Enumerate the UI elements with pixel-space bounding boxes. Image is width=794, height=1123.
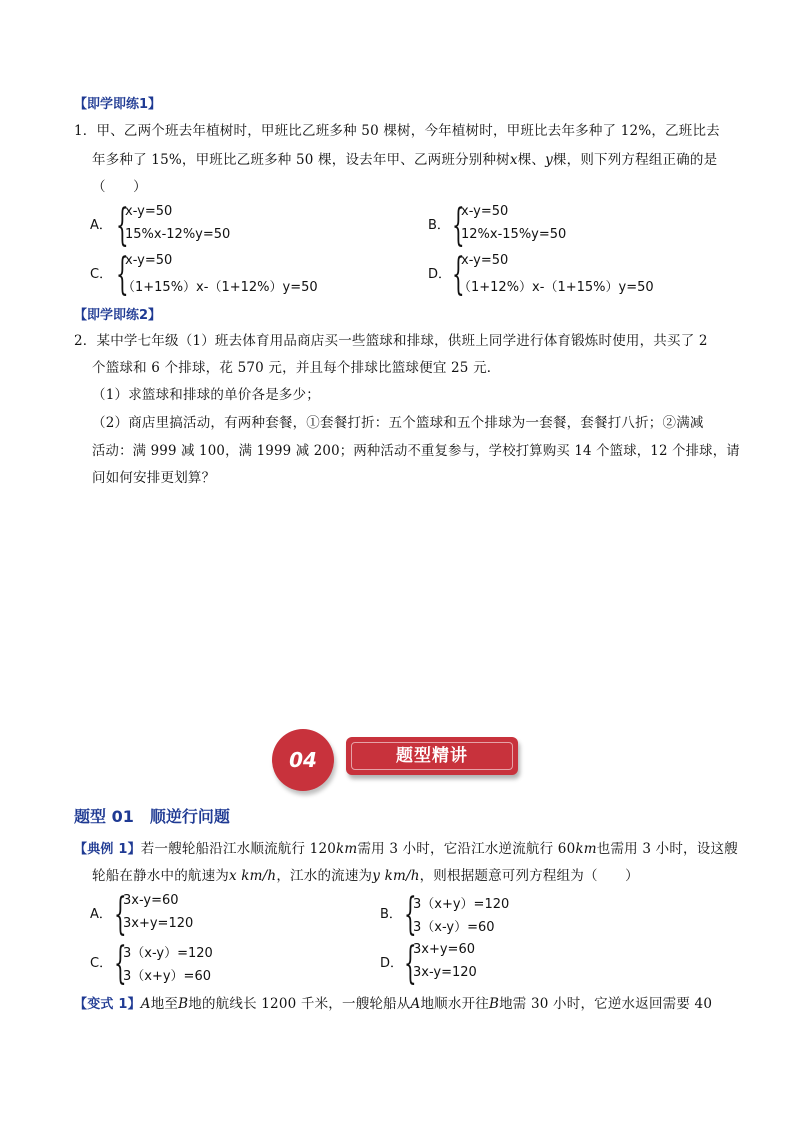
question-2-sub-2-line-1: （2）商店里搞活动，有两种套餐，①套餐打折：五个篮球和五个排球为一套餐，套餐打八折；②满减 bbox=[92, 415, 704, 431]
question-1-line-1 bbox=[74, 121, 720, 141]
question-2-line-1: 2．某中学七年级（1）班去体育用品商店买一些篮球和排球，供班上同学进行体育锻炼时使用，共买了 2 bbox=[74, 333, 708, 349]
brace-icon: { bbox=[404, 889, 417, 940]
banner-number: 04 bbox=[289, 748, 317, 772]
brace-icon: { bbox=[116, 249, 129, 300]
example-1-tag: 【典例 1】 bbox=[74, 842, 141, 857]
question-1-answer-paren: （ ） bbox=[92, 179, 147, 195]
brace-icon: { bbox=[114, 938, 127, 989]
brace-icon: { bbox=[404, 938, 417, 989]
example-1-line-2: 轮船在静水中的航速为x km/h，江水的流速为y km/h，则根据题意可列方程组为（ ） bbox=[92, 868, 639, 884]
question-2-number: 2． bbox=[74, 333, 97, 349]
brace-icon: { bbox=[452, 200, 465, 251]
practice-2-tag: 【即学即练2】 bbox=[74, 308, 162, 323]
question-2-sub-2-line-2: 活动：满 999 减 100，满 1999 减 200；两种活动不重复参与，学校打算购买 14 个篮球，12 个排球，请 bbox=[92, 443, 740, 459]
question-1-number: 1． bbox=[74, 123, 97, 139]
variant-1-tag: 【变式 1】 bbox=[74, 997, 141, 1012]
variant-1-line-1: 【变式 1】A地至B地的航线长 1200 千米，一艘轮船从A地顺水开往B地需 30 小时，它逆水返回需要 40 bbox=[74, 996, 713, 1012]
practice-1-tag: 【即学即练1】 bbox=[74, 97, 162, 112]
question-1-text: 甲、乙两个班去年植树时，甲班比乙班多种 50 棵树，今年植树时，甲班比去年多种了 12%，乙班比去 bbox=[96, 123, 720, 139]
brace-icon: { bbox=[114, 889, 127, 940]
question-2-sub-1: （1）求篮球和排球的单价各是多少； bbox=[92, 387, 320, 403]
example-1-line-1: 【典例 1】若一艘轮船沿江水顺流航行 120km需用 3 小时，它沿江水逆流航行 60km也需用 3 小时，设这艘 bbox=[74, 841, 738, 857]
banner-title: 题型精讲 bbox=[396, 746, 468, 766]
section-banner bbox=[272, 729, 522, 793]
banner-title-box bbox=[346, 737, 518, 775]
section-title: 题型 01 顺逆行问题 bbox=[74, 807, 230, 826]
question-2-line-2: 个篮球和 6 个排球，花 570 元，并且每个排球比篮球便宜 25 元． bbox=[92, 360, 501, 376]
banner-number-badge bbox=[272, 729, 334, 791]
brace-icon: { bbox=[116, 200, 129, 251]
brace-icon: { bbox=[452, 249, 465, 300]
question-1-line-2: 年多种了 15%，甲班比乙班多种 50 棵，设去年甲、乙两班分别种树x棵、y棵，则下列方程组正确的是 bbox=[92, 152, 718, 168]
question-2-sub-2-line-3: 问如何安排更划算？ bbox=[92, 470, 216, 486]
